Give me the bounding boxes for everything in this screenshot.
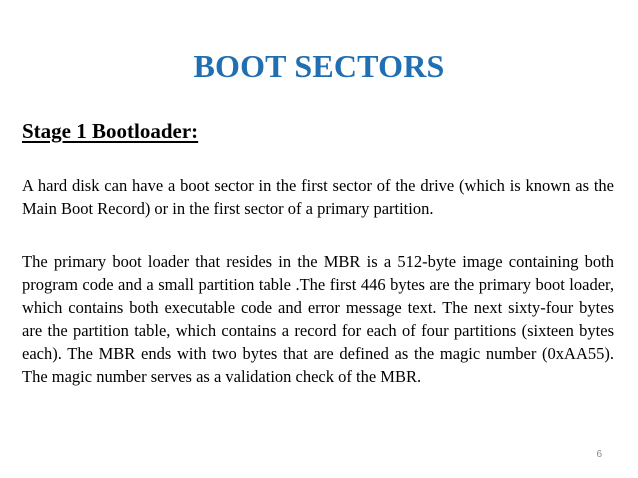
section-heading: Stage 1 Bootloader: [22, 119, 199, 143]
paragraph-boot-sector-location: A hard disk can have a boot sector in the first sector of the drive (which is known as the Main Boot Record) or in the first sector of a primary partition. [22, 176, 614, 218]
paragraph-primary-boot-loader: The primary boot loader that resides in the MBR is a 512-byte image containing both program code and a small partition table .The first 446 bytes are the primary boot loader, which contains both executable code and error message text. The next sixty-four bytes are the partition table, which contains a record for each of four partitions (sixteen bytes each). The MBR ends with two bytes that are defined as the magic number (0xAA55). The magic number serves as a validation check of the MBR. [22, 252, 614, 386]
page-number: 6 [596, 449, 602, 460]
slide-title: BOOT SECTORS [193, 48, 445, 84]
